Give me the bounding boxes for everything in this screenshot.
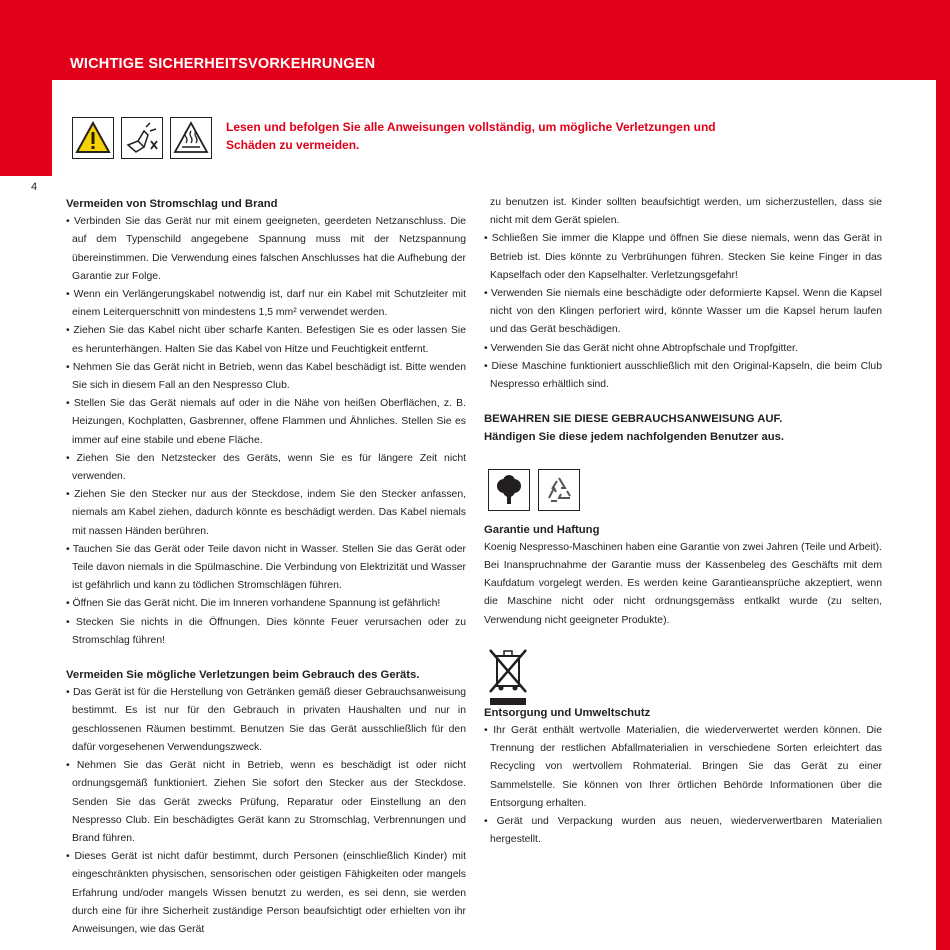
disposal-heading: Entsorgung und Umweltschutz [484, 706, 651, 719]
section-heading-injury: Vermeiden Sie mögliche Verletzungen beim Gebrauch des Geräts. [66, 669, 420, 682]
crossed-out-bin-icon [486, 646, 530, 708]
continuation-text: zu benutzen ist. Kinder sollten beaufsichtigt werden, um sicherzustellen, dass sie nicht mit dem Gerät spielen. [490, 197, 882, 227]
right-edge-bar [936, 0, 950, 950]
list-item: • Wenn ein Verlängerungskabel notwendig ist, darf nur ein Kabel mit Schutzleiter mit einem Leiterquerschnitt von mindestens 1,5 mm² verwendet werden. [66, 289, 466, 319]
warning-icons [72, 117, 212, 159]
right-column [484, 194, 882, 849]
keep-instructions-heading: BEWAHREN SIE DIESE GEBRAUCHSANWEISUNG AUF. [484, 413, 783, 426]
list-item: • Schließen Sie immer die Klappe und öffnen Sie diese niemals, wenn das Gerät in Betrieb ist. Dies könnte zu Verbrühungen führen. Stecken Sie keine Finger in das Kapselfach oder den Kapselhalter. Verletzungsgefahr! [484, 233, 882, 281]
list-item: • Diese Maschine funktioniert ausschließlich mit den Original-Kapseln, die beim Club Nespresso erhältlich sind. [484, 360, 882, 391]
list-item: • Stecken Sie nichts in die Öffnungen. Dies könnte Feuer verursachen oder zu Stromschlag führen! [66, 616, 466, 646]
list-item: • Gerät und Verpackung wurden aus neuen, wiederverwertbaren Materialien hergestellt. [484, 816, 882, 846]
list-item: • Ziehen Sie das Kabel nicht über scharfe Kanten. Befestigen Sie es oder lassen Sie es herunterhängen. Halten Sie das Kabel von Hitze und Feuchtigkeit entfernt. [66, 325, 466, 355]
list-item: • Verwenden Sie niemals eine beschädigte oder deformierte Kapsel. Wenn die Kapsel nicht von den Klingen perforiert wird, könnte Wasser um die Kapsel herum laufen und das Gerät beschädigen. [484, 288, 882, 336]
keep-instructions-subheading: Händigen Sie diese jedem nachfolgenden Benutzer aus. [484, 431, 785, 444]
list-item: • Stellen Sie das Gerät niemals auf oder in die Nähe von heißen Oberflächen, z. B. Heizungen, Kochplatten, Gasbrenner, offene Flammen und Ähnliches. Stellen Sie es immer auf eine stabile und ebene Fläche. [66, 398, 466, 446]
list-item: • Nehmen Sie das Gerät nicht in Betrieb, wenn das Kabel beschädigt ist. Bitte wenden Sie sich in diesem Fall an den Nespresso Club. [66, 361, 466, 392]
recycle-icon [538, 469, 580, 511]
section-heading-electric: Vermeiden von Stromschlag und Brand [66, 198, 278, 210]
list-item: • Ziehen Sie den Netzstecker des Geräts, wenn Sie es für längere Zeit nicht verwenden. [66, 452, 466, 483]
list-item: • Ihr Gerät enthält wertvolle Materialien, die wiederverwertet werden können. Die Trennung der restlichen Abfallmaterialien in verschiedene Sorten erleichtert das Recycling von wertvollem Rohmaterial. Bringen Sie das Gerät zu einer Sammelstelle. Sie können von Ihrer örtlichen Behörde Informationen über die Entsorgung erhalten. [484, 725, 882, 809]
list-item: • Das Gerät ist für die Herstellung von Getränken gemäß dieser Gebrauchsanweisung bestimmt. Es ist nur für den Gebrauch in privaten Haushalten und nur in geschlossenen Räumen bestimmt. Benutzen Sie das Gerät ausschließlich für den dafür vorgesehenen Verwendungszweck. [66, 687, 466, 753]
left-column [66, 195, 466, 939]
list-item: • Verwenden Sie das Gerät nicht ohne Abtropfschale und Tropfgitter. [484, 342, 798, 354]
list-item: • Nehmen Sie das Gerät nicht in Betrieb, wenn es beschädigt ist oder nicht ordnungsgemäß funktioniert. Ziehen Sie sofort den Stecker aus der Steckdose. Senden Sie das Gerät zwecks Prüfung, Reparatur oder Einstellung an den Nespresso Club. Ein beschädigtes Gerät kann zu Stromschlag, Verbrennungen und Brand führen. [66, 760, 466, 844]
warning-triangle-icon [72, 117, 114, 159]
eco-icons [488, 469, 882, 511]
list-item: • Verbinden Sie das Gerät nur mit einem geeigneten, geerdeten Netzanschluss. Die auf dem Typenschild angegebene Spannung muss mit der Netzspannung übereinstimmen. Die Verwendung eines falschen Anschlusses hat die Aufhebung der Garantie zur Folge. [66, 216, 466, 282]
warranty-text: Koenig Nespresso-Maschinen haben eine Garantie von zwei Jahren (Teile und Arbeit). Bei Inanspruchnahme der Garantie muss der Kassenbeleg des Geschäfts mit dem Kaufdatum vorgelegt werden. Es werden keine Garantieansprüche akzeptiert, wenn die Maschine nicht oder nicht ordnungsgemäss entkalkt wurde (zu selten, Verwendung nicht geeigneter Produkte). [484, 541, 882, 626]
list-item: • Tauchen Sie das Gerät oder Teile davon nicht in Wasser. Stellen Sie das Gerät oder Teile davon niemals in die Spülmaschine. Die Verbindung von Elektrizität und Wasser ist gefährlich und kann zu tödlichen Stromschlägen führen. [66, 543, 466, 592]
intro-warning: Lesen und befolgen Sie alle Anweisungen vollständig, um mögliche Verletzungen und Schäden zu vermeiden. [226, 120, 716, 152]
list-item: • Dieses Gerät ist nicht dafür bestimmt, durch Personen (einschließlich Kinder) mit eingeschränkten physischen, sensorischen oder geistigen Fähigkeiten oder mangels Erfahrung und/oder mangels Wissen benutzt zu werden, es sei denn, sie werden durch eine für ihre Sicherheit zuständige Person beaufsichtigt oder erhielten von ihr Anweisungen, wie das Gerät [66, 851, 466, 935]
list-item: • Öffnen Sie das Gerät nicht. Die im Inneren vorhandene Spannung ist gefährlich! [66, 598, 441, 610]
tree-icon [488, 469, 530, 511]
list-item: • Ziehen Sie den Stecker nur aus der Steckdose, indem Sie den Stecker anfassen, niemals am Kabel ziehen, dadurch könnte es beschädigt werden. Das Kabel niemals mit nassen Händen berühren. [66, 489, 466, 537]
hand-pinch-icon [121, 117, 163, 159]
page-number: 4 [31, 181, 38, 193]
hot-surface-icon [170, 117, 212, 159]
page-title: WICHTIGE SICHERHEITSVORKEHRUNGEN [70, 56, 376, 72]
side-tab [0, 80, 52, 176]
disposal-icon-spacer [484, 630, 882, 704]
warranty-heading: Garantie und Haftung [484, 523, 600, 536]
